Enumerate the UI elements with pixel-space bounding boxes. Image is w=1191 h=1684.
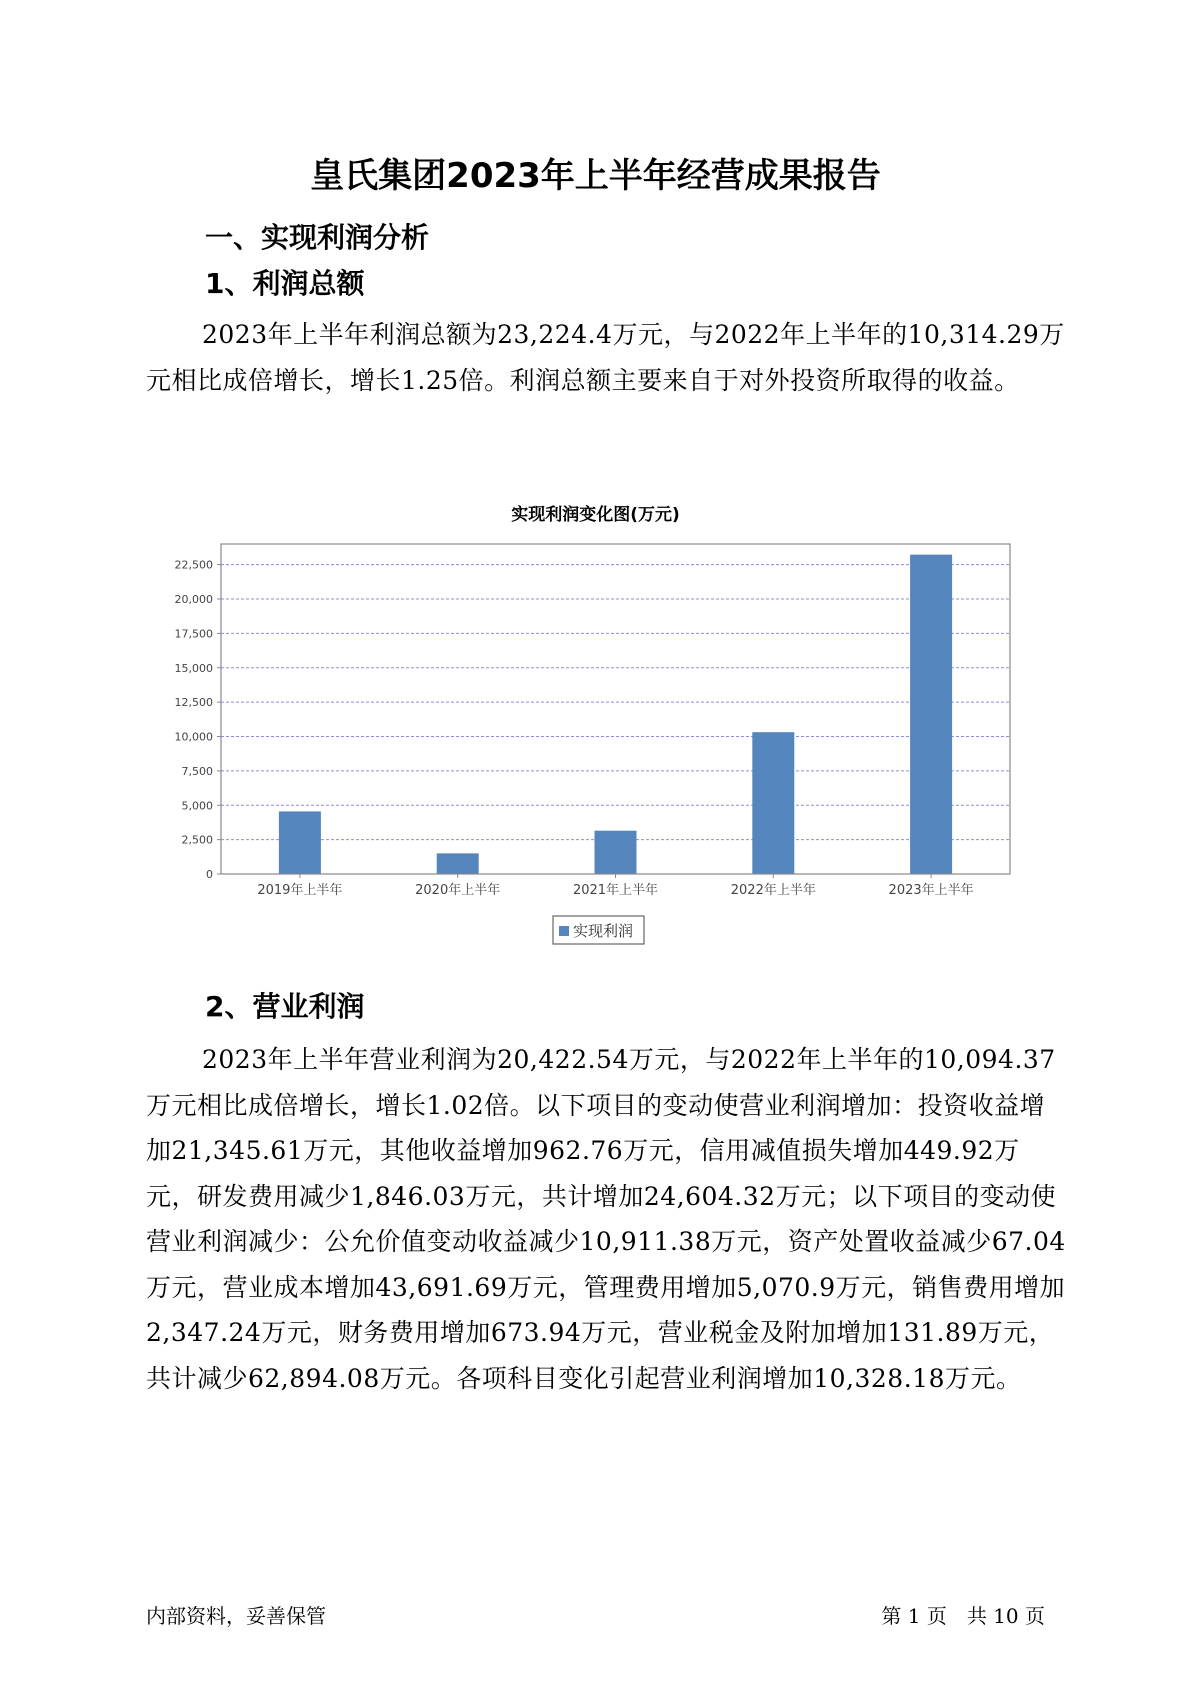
y-tick-label: 20,000 bbox=[174, 593, 213, 606]
y-tick-label: 7,500 bbox=[181, 764, 213, 778]
y-tick-label: 12,500 bbox=[174, 696, 213, 710]
y-tick-label: 22,500 bbox=[174, 558, 213, 572]
subsection-heading-operating-profit: 2、营业利润 bbox=[205, 990, 365, 1023]
y-tick-label: 0 bbox=[206, 868, 213, 881]
subsection-heading-total-profit: 1、利润总额 bbox=[205, 267, 365, 300]
bar-4 bbox=[752, 732, 794, 874]
x-tick-label: 2019年上半年 bbox=[257, 883, 343, 898]
bar-1 bbox=[279, 811, 321, 874]
y-tick-label: 10,000 bbox=[174, 730, 213, 744]
bar-3 bbox=[595, 831, 637, 874]
y-tick-label: 2,500 bbox=[181, 833, 213, 847]
legend-swatch bbox=[559, 926, 569, 936]
footer-confidential-note: 内部资料，妥善保管 bbox=[146, 1604, 326, 1628]
x-tick-label: 2020年上半年 bbox=[415, 883, 501, 898]
x-tick-label: 2021年上半年 bbox=[572, 883, 659, 898]
total-profit-paragraph: 2023年上半年利润总额为23,224.4万元，与2022年上半年的10,314.29万元相比成倍增长，增长1.25倍。利润总额主要来自于对外投资所取得的收益。 bbox=[146, 320, 1065, 395]
x-tick-label: 2022年上半年 bbox=[730, 883, 816, 898]
x-tick-label: 2023年上半年 bbox=[888, 883, 974, 898]
section-heading-profit-analysis: 一、实现利润分析 bbox=[205, 221, 430, 254]
chart-plot-frame bbox=[221, 544, 1010, 874]
y-tick-label: 15,000 bbox=[174, 661, 213, 675]
operating-profit-paragraph: 2023年上半年营业利润为20,422.54万元，与2022年上半年的10,094.37万元相比成倍增长，增长1.02倍。以下项目的变动使营业利润增加：投资收益增加21,345.61万元，其他收益增加962.76万元，信用减值损失增加449.92万元，研发费用减少1,846.03万元，共计增加24,604.32万元；以下项目的变动使营业利润减少：公允价值变动收益减少10,911.38万元，资产处置收益减少67.04万元，营业成本增加43,691.69万元，管理费用增加5,070.9万元，销售费用增加2,347.24万元，财务费用增加673.94万元，营业税金及附加增加131.89万元，共计减少62,894.08万元。各项科目变化引起营业利润增加10,328.18万元。 bbox=[146, 1045, 1066, 1393]
chart-bars bbox=[279, 555, 952, 874]
bar-2 bbox=[437, 853, 479, 874]
chart-title: 实现利润变化图(万元) bbox=[511, 505, 680, 525]
chart-grid bbox=[221, 565, 1010, 840]
y-tick-label: 17,500 bbox=[174, 627, 213, 641]
footer-page-number: 第 1 页 共 10 页 bbox=[881, 1604, 1045, 1628]
bar-5 bbox=[910, 555, 952, 874]
report-title: 皇氏集团2023年上半年经营成果报告 bbox=[310, 156, 881, 196]
y-tick-label: 5,000 bbox=[181, 799, 213, 813]
legend-label: 实现利润 bbox=[573, 922, 634, 940]
chart-legend bbox=[553, 916, 644, 944]
